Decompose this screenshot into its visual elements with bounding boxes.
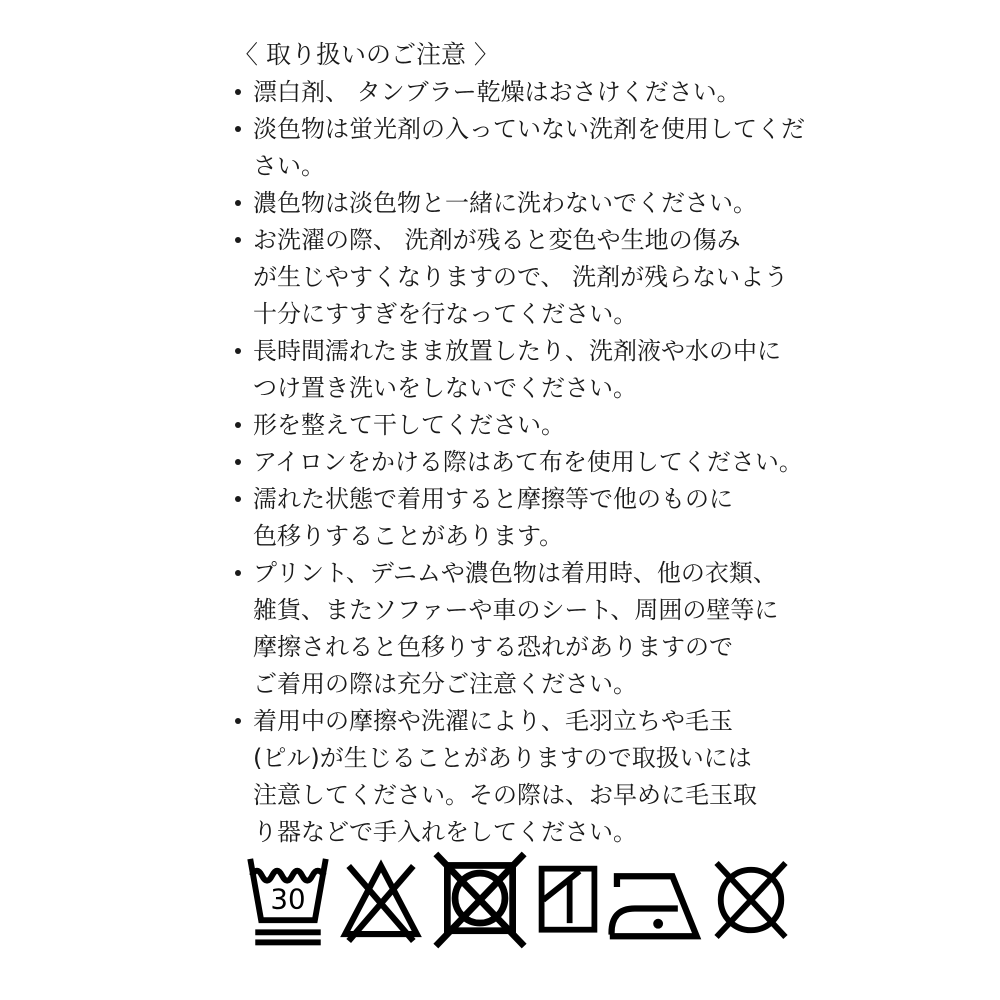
bullet-dot-icon <box>233 222 253 259</box>
note-text: 濡れた状態で着用すると摩擦等で他のものに 色移りすることがあります。 <box>253 485 733 550</box>
note-item <box>233 222 813 333</box>
bullet-dot-icon <box>233 444 253 481</box>
note-text: 長時間濡れたまま放置したり、洗剤液や水の中に つけ置き洗いをしないでください。 <box>253 337 781 402</box>
note-item <box>233 407 813 444</box>
care-symbols-row <box>246 850 793 950</box>
bullet-dot-icon <box>233 185 253 222</box>
note-item <box>233 703 813 851</box>
note-item <box>233 333 813 407</box>
do-not-bleach-icon <box>337 852 425 948</box>
note-text: 漂白剤、 タンブラー乾燥はおさけください。 <box>253 78 741 106</box>
bullet-dot-icon <box>233 407 253 444</box>
note-item <box>233 555 813 703</box>
care-title: 〈 取り扱いのご注意 〉 <box>233 40 499 69</box>
note-item <box>233 185 813 222</box>
bullet-dot-icon <box>233 703 253 740</box>
line-dry-in-shade-icon <box>535 854 601 946</box>
bullet-dot-icon <box>233 555 253 592</box>
note-item <box>233 74 813 111</box>
bullet-dot-icon <box>233 74 253 111</box>
note-item <box>233 444 813 481</box>
note-item <box>233 111 813 185</box>
note-item <box>233 481 813 555</box>
note-text: 着用中の摩擦や洗濯により、毛羽立ちや毛玉 (ピル)が生じることがありますので取扱いには 注意してください。その際は、お早めに毛玉取 り器などで手入れをしてください。 <box>253 707 757 846</box>
bullet-dot-icon <box>233 111 253 148</box>
note-text: 淡色物は蛍光剤の入っていない洗剤を使用してください。 <box>253 115 805 180</box>
note-text: 濃色物は淡色物と一緒に洗わないでください。 <box>253 189 757 217</box>
note-text: プリント、デニムや濃色物は着用時、他の衣類、 雑貨、またソファーや車のシート、周囲の壁等に 摩擦されると色移りする恐れがありますので ご着用の際は充分ご注意ください。 <box>253 559 779 698</box>
care-text-block <box>233 36 813 851</box>
wash-temperature-label: 30 <box>270 882 306 916</box>
iron-low-one-dot-icon <box>608 852 702 948</box>
bullet-dot-icon <box>233 333 253 370</box>
bullet-dot-icon <box>233 481 253 518</box>
note-text: お洗濯の際、 洗剤が残ると変色や生地の傷み が生じやすくなりますので、 洗剤が残らないよう 十分にすすぎを行なってください。 <box>253 226 789 328</box>
note-text: アイロンをかける際はあて布を使用してください。 <box>253 448 803 476</box>
note-text: 形を整えて干してください。 <box>253 411 565 439</box>
do-not-tumble-dry-icon <box>432 850 528 950</box>
do-not-dry-clean-icon <box>709 853 793 947</box>
machine-wash-30-very-gentle-icon <box>246 853 330 947</box>
care-notes-list <box>233 74 813 851</box>
